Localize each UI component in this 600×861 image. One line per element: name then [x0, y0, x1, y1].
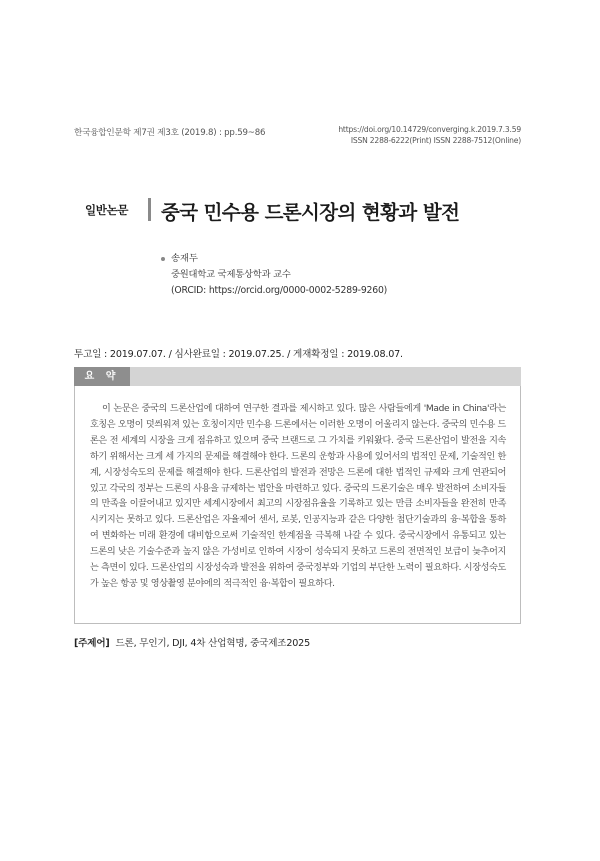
- author-info: [161, 251, 387, 299]
- doi-link[interactable]: https://doi.org/10.14729/converging.k.2019.7.3.59: [338, 125, 521, 134]
- abstract-label: 요 약: [74, 367, 130, 386]
- article-category: 일반논문: [85, 203, 129, 217]
- submission-dates: 투고일 : 2019.07.07. / 심사완료일 : 2019.07.25. / 게재확정일 : 2019.08.07.: [74, 349, 403, 360]
- article-title: 중국 민수용 드론시장의 현황과 발전: [161, 201, 460, 224]
- abstract-text: 이 논문은 중국의 드론산업에 대하여 연구한 결과를 제시하고 있다. 많은 사람들에게 'Made in China'라는 호칭은 오명이 덧씌워져 있는 호칭이지만 민수용 드론에서는 이러한 오명이 어울리지 않는다. 중국의 민수용 드론은 전 세계의 시장을 크게 점유하고 있으며 중국 브랜드로 그 가치를 키워왔다. 중국 드론산업이 발전을 지속하기 위해서는 크게 세 가지의 문제를 해결해야 한다. 드론의 운항과 사용에 있어서의 법적인 문제, 기술적인 한계, 시장성숙도의 문제를 해결해야 한다. 드론산업의 발전과 전망은 드론에 대한 법적인 규제와 크게 연관되어있고 각국의 정부는 드론의 사용을 규제하는 법안을 마련하고 있다. 중국의 드론기술은 매우 발전하여 소비자들의 만족을 이끌어내고 있지만 세계시장에서 최고의 시장점유율을 기록하고 있는 만큼 소비자들을 완전히 만족시키지는 못하고 있다. 드론산업은 자율제어 센서, 로봇, 인공지능과 같은 다양한 첨단기술과의 융·복합을 통하여 변화하는 미래 환경에 대비함으로써 기술적인 한계점을 극복해 나갈 수 있다. 중국시장에서 유통되고 있는 드론의 낮은 기술수준과 높지 않은 가성비로 인하여 시장이 성숙되지 못하고 드론의 전면적인 보급이 늦추어지는 측면이 있다. 드론산업의 시장성숙과 발전을 위하여 중국정부와 기업의 부단한 노력이 필요하다. 시장성숙도가 높은 항공 및 영상촬영 분야에의 적극적인 융·복합이 필요하다.: [90, 404, 506, 589]
- keywords-list: 드론, 무인기, DJI, 4차 산업혁명, 중국제조2025: [115, 638, 310, 649]
- author-orcid[interactable]: (ORCID: https://orcid.org/0000-0002-5289-9260): [171, 285, 388, 296]
- bullet-icon: [161, 257, 165, 261]
- author-affiliation: 중원대학교 국제통상학과 교수: [171, 269, 291, 280]
- abstract-header-bar: [74, 367, 521, 386]
- keywords-label: [주제어]: [74, 638, 110, 649]
- publication-identifiers: [338, 124, 521, 146]
- title-divider: [148, 198, 151, 221]
- journal-info: 한국융합인문학 제7권 제3호 (2019.8) : pp.59~86: [74, 128, 266, 138]
- issn-info: ISSN 2288-6222(Print) ISSN 2288-7512(Online): [350, 136, 521, 145]
- author-name: 송재두: [171, 253, 198, 264]
- keywords: [74, 635, 310, 649]
- author-name-row: [161, 251, 387, 267]
